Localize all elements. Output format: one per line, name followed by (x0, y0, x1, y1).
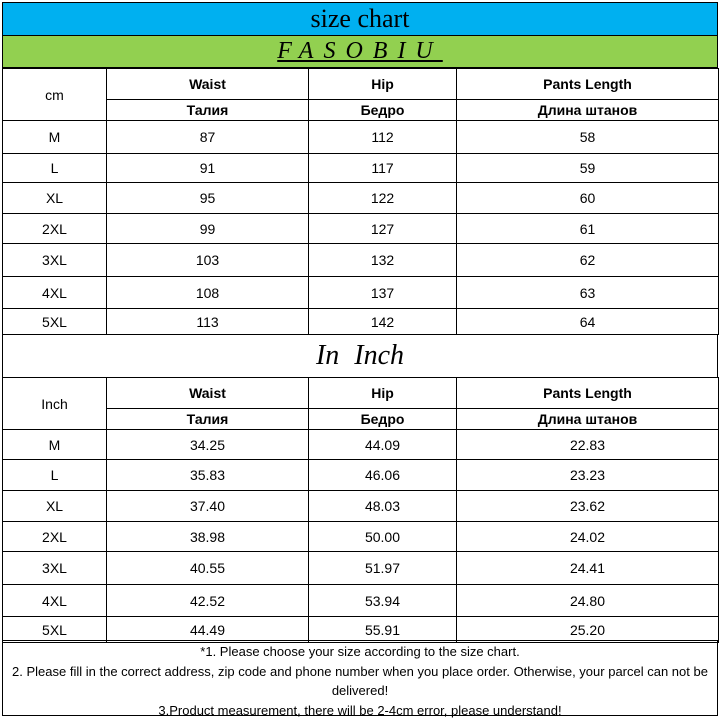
size-cell: 4XL (3, 277, 107, 309)
column-header-hip-ru: Бедро (309, 409, 457, 430)
table-row (3, 214, 719, 244)
table-row (3, 617, 719, 643)
size-cell: 2XL (3, 214, 107, 244)
waist-cell: 103 (107, 244, 309, 277)
column-header-hip: Hip (309, 69, 457, 100)
hip-cell: 46.06 (309, 460, 457, 491)
table-row (3, 309, 719, 335)
waist-cell: 113 (107, 309, 309, 335)
length-cell: 23.62 (457, 491, 719, 522)
length-cell: 25.20 (457, 617, 719, 643)
length-cell: 24.41 (457, 552, 719, 585)
hip-cell: 51.97 (309, 552, 457, 585)
table-row (3, 552, 719, 585)
size-cell: 2XL (3, 522, 107, 552)
hip-cell: 132 (309, 244, 457, 277)
hip-cell: 122 (309, 183, 457, 214)
table-row (3, 522, 719, 552)
size-cell: 5XL (3, 617, 107, 643)
column-header-length: Pants Length (457, 378, 719, 409)
table-row (3, 430, 719, 460)
waist-cell: 42.52 (107, 585, 309, 617)
waist-cell: 99 (107, 214, 309, 244)
length-cell: 23.23 (457, 460, 719, 491)
note-3: 3.Product measurement, there will be 2-4cm error, please understand! (3, 701, 717, 720)
column-header-hip: Hip (309, 378, 457, 409)
length-cell: 64 (457, 309, 719, 335)
size-cell: 4XL (3, 585, 107, 617)
waist-cell: 108 (107, 277, 309, 309)
hip-cell: 44.09 (309, 430, 457, 460)
inch-size-table (2, 377, 719, 643)
size-cell: 3XL (3, 552, 107, 585)
length-cell: 60 (457, 183, 719, 214)
header-row (3, 378, 719, 409)
length-cell: 22.83 (457, 430, 719, 460)
unit-label: cm (3, 69, 107, 121)
header-row-ru (3, 409, 719, 430)
brand-banner (2, 36, 718, 68)
column-header-length-ru: Длина штанов (457, 409, 719, 430)
hip-cell: 53.94 (309, 585, 457, 617)
table-row (3, 121, 719, 154)
size-cell: XL (3, 491, 107, 522)
notes-box (2, 640, 718, 716)
hip-cell: 50.00 (309, 522, 457, 552)
size-cell: 5XL (3, 309, 107, 335)
table-row (3, 585, 719, 617)
unit-label: Inch (3, 378, 107, 430)
waist-cell: 40.55 (107, 552, 309, 585)
column-header-hip-ru: Бедро (309, 100, 457, 121)
size-cell: XL (3, 183, 107, 214)
length-cell: 59 (457, 154, 719, 183)
size-cell: M (3, 430, 107, 460)
length-cell: 24.80 (457, 585, 719, 617)
waist-cell: 44.49 (107, 617, 309, 643)
length-cell: 61 (457, 214, 719, 244)
brand-name: FASOBIU (277, 38, 443, 65)
hip-cell: 55.91 (309, 617, 457, 643)
note-1: *1. Please choose your size according to the size chart. (3, 642, 717, 662)
inch-section-heading (2, 335, 718, 377)
table-row (3, 154, 719, 183)
size-chart (2, 2, 718, 716)
waist-cell: 35.83 (107, 460, 309, 491)
column-header-waist: Waist (107, 378, 309, 409)
size-cell: L (3, 460, 107, 491)
length-cell: 62 (457, 244, 719, 277)
cm-size-table (2, 68, 719, 335)
column-header-length-ru: Длина штанов (457, 100, 719, 121)
waist-cell: 34.25 (107, 430, 309, 460)
hip-cell: 142 (309, 309, 457, 335)
waist-cell: 95 (107, 183, 309, 214)
table-row (3, 277, 719, 309)
table-row (3, 460, 719, 491)
hip-cell: 48.03 (309, 491, 457, 522)
waist-cell: 37.40 (107, 491, 309, 522)
table-row (3, 244, 719, 277)
waist-cell: 38.98 (107, 522, 309, 552)
table-row (3, 183, 719, 214)
column-header-waist: Waist (107, 69, 309, 100)
header-row (3, 69, 719, 100)
chart-title: size chart (311, 4, 410, 34)
inch-heading-text: In Inch (316, 340, 404, 372)
title-banner (2, 2, 718, 36)
size-cell: L (3, 154, 107, 183)
size-cell: 3XL (3, 244, 107, 277)
length-cell: 63 (457, 277, 719, 309)
header-row-ru (3, 100, 719, 121)
waist-cell: 91 (107, 154, 309, 183)
length-cell: 24.02 (457, 522, 719, 552)
hip-cell: 137 (309, 277, 457, 309)
table-row (3, 491, 719, 522)
hip-cell: 117 (309, 154, 457, 183)
length-cell: 58 (457, 121, 719, 154)
note-2: 2. Please fill in the correct address, zip code and phone number when you place order. Otherwise, your parcel can not be delivered! (3, 662, 717, 701)
hip-cell: 127 (309, 214, 457, 244)
column-header-waist-ru: Талия (107, 100, 309, 121)
waist-cell: 87 (107, 121, 309, 154)
hip-cell: 112 (309, 121, 457, 154)
size-cell: M (3, 121, 107, 154)
column-header-waist-ru: Талия (107, 409, 309, 430)
column-header-length: Pants Length (457, 69, 719, 100)
